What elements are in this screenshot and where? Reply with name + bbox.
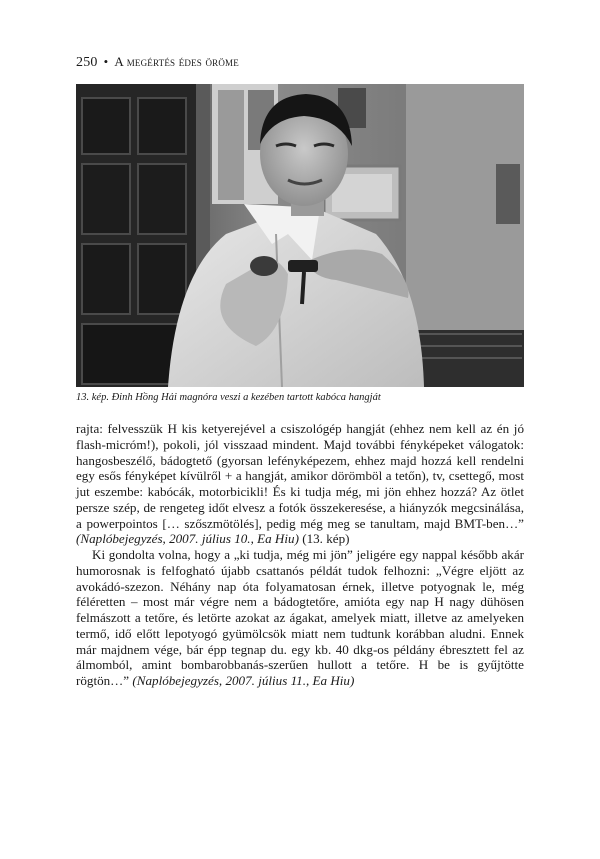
header-bullet: • (103, 54, 109, 69)
paragraph-2-text: Ki gondolta volna, hogy a „ki tudja, még mi jön” jeligére egy nappal később akár humorosnak is felfogható újabb csattanós példát tudok felhozni: „Végre eljött az avokádó-szezon. Néhány nap óta folyamatosan érnek, illetve potyognak le, még féléretten – most már végre nem a bádogtetőre, amióta egy nap H nagy dühösen felmászott a tetőre, és letörte azokat az ágakat, amelyek miatt, illetve az amelyeken termő, idő előtt lepotyogó gyümölcsök miatt nem tudtunk korábban aludni. Ennek már majdnem vége, bár épp tegnap du. egy kb. 40 dkg-os példány ébresztett fel az álmomból, amint bombarobbanás-szerűen hullott a tetőre. H be is gyűjtötte rögtön…” (76, 547, 524, 688)
figure-photo (76, 84, 524, 387)
paragraph-2-citation: (Naplóbejegyzés, 2007. július 11., Ea Hiu) (132, 673, 355, 688)
paragraph-1-citation: (Naplóbejegyzés, 2007. július 10., Ea Hiu) (76, 531, 299, 547)
paragraph-1-text: rajta: felvesszük H kis ketyerejével a csiszológép hangját (ehhez nem kell az én jó flash-micróm!), pokoli, jól visszaad mindent. Majd további fényképeket válogatok: hangosbeszélő, bádogtető (gyorsan lefényképezem, ehhez majd hozzá kell rendelni egy esős fényképet kívülről + a hangját, amikor dörömböl a tetőn), tv, csettegő, most jut eszembe: kabócák, motorbicikli! És ki tudja még, mi jön ehhez hozzá? Az ötlet persze szép, de rengeteg időt elvesz a fotók összekeresése, a hiányzók megcsinálása, a powerpointos [… szőszmötölés], pedig még meg se tanultam, majd BMT-ben…” (76, 421, 524, 531)
running-title: A megértés édes öröme (114, 54, 239, 69)
figure-reference: (13. kép) (298, 531, 350, 547)
body-text (76, 421, 524, 689)
figure-caption: 13. kép. Đinh Hồng Hải magnóra veszi a kezében tartott kabóca hangját (76, 392, 381, 403)
paragraph-1 (76, 421, 524, 547)
running-header (76, 54, 239, 71)
paragraph-2 (76, 547, 524, 689)
page-number: 250 (76, 55, 98, 70)
